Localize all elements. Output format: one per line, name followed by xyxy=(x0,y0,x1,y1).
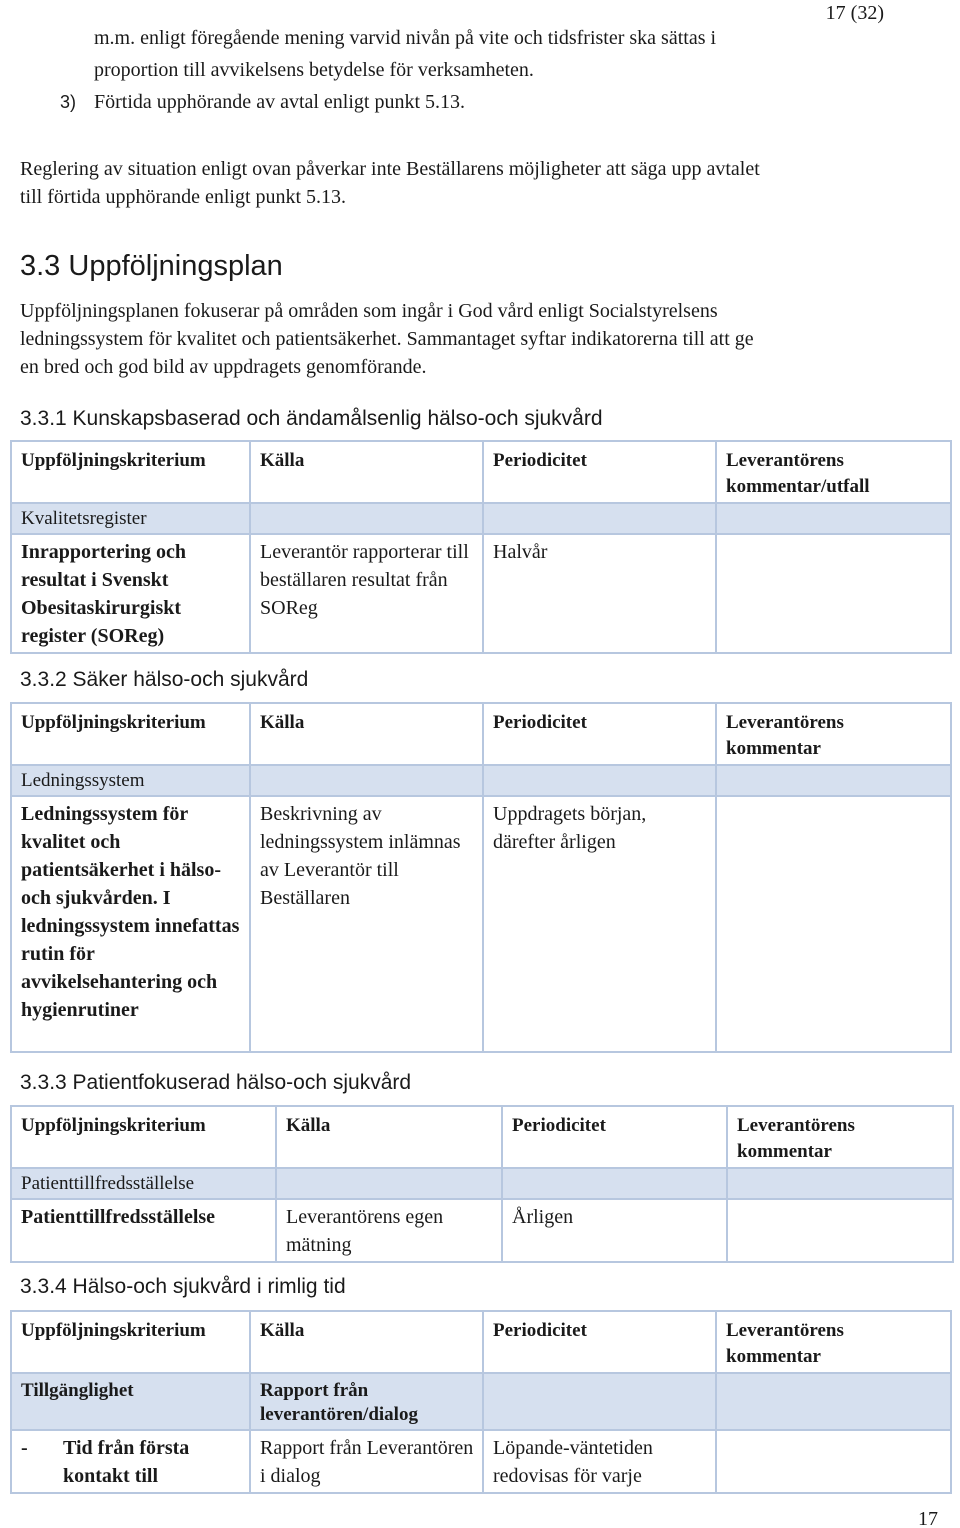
category-row xyxy=(11,1373,951,1430)
source-cell: Leverantör rapporterar till beställaren resultat från SOReg xyxy=(250,534,483,653)
header-source: Källa xyxy=(250,703,483,765)
dash-list-item xyxy=(21,1434,241,1490)
source-cell: Beskrivning av ledningssystem inlämnas av Leverantör till Beställaren xyxy=(250,796,483,1052)
category-empty xyxy=(250,503,483,534)
category-empty xyxy=(502,1168,727,1199)
intro-line-2: proportion till avvikelsens betydelse för verksamheten. xyxy=(94,59,534,81)
page-number-footer: 17 xyxy=(918,1508,938,1528)
header-source: Källa xyxy=(250,1311,483,1373)
comment-cell xyxy=(727,1199,953,1262)
category-empty xyxy=(483,1373,716,1430)
periodicity-cell: Årligen xyxy=(502,1199,727,1262)
list-item-text: Förtida upphörande av avtal enligt punkt 5.13. xyxy=(94,91,466,113)
source-cell: Leverantörens egen mätning xyxy=(276,1199,502,1262)
category-row xyxy=(11,1168,953,1199)
category-row xyxy=(11,765,951,796)
subsection-heading-4: 3.3.4 Hälso-och sjukvård i rimlig tid xyxy=(20,1275,346,1298)
section-heading: 3.3 Uppföljningsplan xyxy=(20,250,283,282)
header-periodicity: Periodicitet xyxy=(483,441,716,503)
header-source: Källa xyxy=(250,441,483,503)
page-number-header: 17 (32) xyxy=(825,2,884,24)
category-empty xyxy=(716,503,951,534)
category-label: Ledningssystem xyxy=(11,765,250,796)
list-item-number: 3) xyxy=(60,92,77,112)
followup-table-3 xyxy=(10,1105,954,1263)
header-periodicity: Periodicitet xyxy=(502,1106,727,1168)
header-periodicity: Periodicitet xyxy=(483,703,716,765)
subsection-heading-3: 3.3.3 Patientfokuserad hälso-och sjukvård xyxy=(20,1071,412,1094)
category-row xyxy=(11,503,951,534)
header-criterion: Uppföljningskriterium xyxy=(11,703,250,765)
category-label: Kvalitetsregister xyxy=(11,503,250,534)
category-empty xyxy=(727,1168,953,1199)
periodicity-cell: Halvår xyxy=(483,534,716,653)
intro-line-1: m.m. enligt föregående mening varvid nivån på vite och tidsfrister ska sättas i xyxy=(94,27,717,49)
category-empty xyxy=(483,765,716,796)
category-label: Tillgänglighet xyxy=(11,1373,250,1430)
category-empty xyxy=(483,503,716,534)
subsection-heading-2: 3.3.2 Säker hälso-och sjukvård xyxy=(20,668,309,691)
periodicity-cell: Löpande-väntetiden redovisas för varje xyxy=(483,1430,716,1493)
header-source: Källa xyxy=(276,1106,502,1168)
paragraph-line-2: till förtida upphörande enligt punkt 5.13. xyxy=(20,186,347,208)
criterion-text: Tid från första kontakt till xyxy=(63,1437,190,1487)
source-cell: Rapport från Leverantören i dialog xyxy=(250,1430,483,1493)
header-comment: Leverantörens kommentar xyxy=(716,703,951,765)
table-row xyxy=(11,796,951,1052)
criterion-cell: Inrapportering och resultat i Svenskt Obesitaskirurgiskt register (SOReg) xyxy=(11,534,250,653)
paragraph-line-1: Reglering av situation enligt ovan påverkar inte Beställarens möjligheter att säga upp avtalet xyxy=(20,158,760,180)
table-header-row xyxy=(11,1311,951,1373)
followup-table-4 xyxy=(10,1310,952,1494)
header-criterion: Uppföljningskriterium xyxy=(11,1311,250,1373)
category-source: Rapport från leverantören/dialog xyxy=(250,1373,483,1430)
table-row xyxy=(11,534,951,653)
dash-bullet: - xyxy=(21,1437,28,1459)
header-comment: Leverantörens kommentar xyxy=(727,1106,953,1168)
subsection-heading-1: 3.3.1 Kunskapsbaserad och ändamålsenlig hälso-och sjukvård xyxy=(20,407,603,430)
comment-cell xyxy=(716,796,951,1052)
section-paragraph-line-1: Uppföljningsplanen fokuserar på områden som ingår i God vård enligt Socialstyrelsens xyxy=(20,300,718,322)
category-empty xyxy=(716,765,951,796)
followup-table-1 xyxy=(10,440,952,654)
section-paragraph-line-2: ledningssystem för kvalitet och patientsäkerhet. Sammantaget syftar indikatorerna till att ge xyxy=(20,328,754,350)
table-row xyxy=(11,1430,951,1493)
comment-cell xyxy=(716,1430,951,1493)
section-paragraph-line-3: en bred och god bild av uppdragets genomförande. xyxy=(20,356,427,378)
header-comment: Leverantörens kommentar/utfall xyxy=(716,441,951,503)
table-header-row xyxy=(11,441,951,503)
table-row xyxy=(11,1199,953,1262)
header-criterion: Uppföljningskriterium xyxy=(11,1106,276,1168)
category-empty xyxy=(716,1373,951,1430)
category-empty xyxy=(250,765,483,796)
header-periodicity: Periodicitet xyxy=(483,1311,716,1373)
category-empty xyxy=(276,1168,502,1199)
comment-cell xyxy=(716,534,951,653)
header-comment: Leverantörens kommentar xyxy=(716,1311,951,1373)
category-label: Patienttillfredsställelse xyxy=(11,1168,276,1199)
criterion-cell: Patienttillfredsställelse xyxy=(11,1199,276,1262)
criterion-cell: Ledningssystem för kvalitet och patientsäkerhet i hälso- och sjukvården. I ledningssystem innefattas rutin för avvikelsehantering och hygienrutiner xyxy=(11,796,250,1052)
table-header-row xyxy=(11,703,951,765)
table-header-row xyxy=(11,1106,953,1168)
periodicity-cell: Uppdragets början, därefter årligen xyxy=(483,796,716,1052)
criterion-cell xyxy=(11,1430,250,1493)
header-criterion: Uppföljningskriterium xyxy=(11,441,250,503)
followup-table-2 xyxy=(10,702,952,1053)
